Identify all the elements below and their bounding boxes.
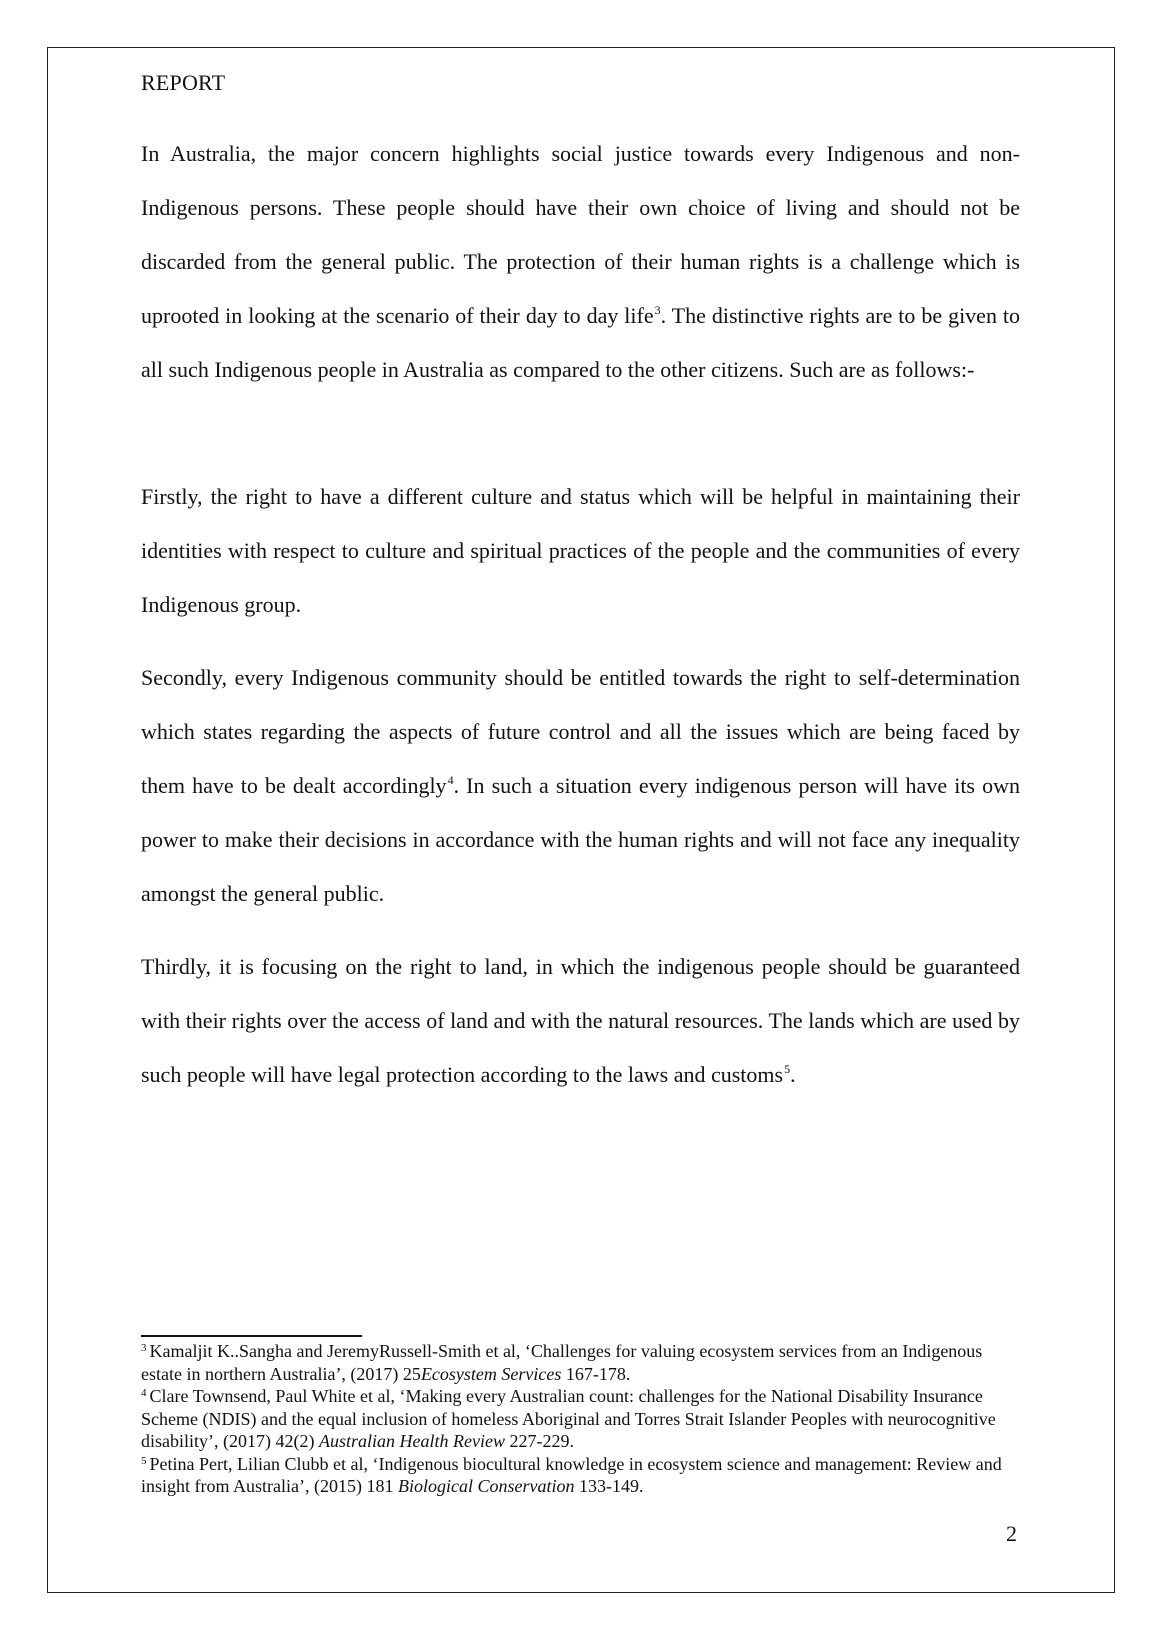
footnote-text: Petina Pert, Lilian Clubb et al, ‘Indigenous biocultural knowledge in ecosystem science and management: Review and insight from Australia’, (2015) 181 <box>141 1453 1002 1496</box>
paragraph-text: Thirdly, it is focusing on the right to land, in which the indigenous people should be guaranteed with their rights over the access of land and with the natural resources. The lands which are used by such people will have legal protection according to the laws and customs <box>141 954 1020 1087</box>
footnote-journal: Ecosystem Services <box>420 1363 562 1384</box>
footnote-5 <box>141 1453 1021 1498</box>
footnote-ref-4[interactable]: 4 <box>447 773 454 787</box>
footnote-ref-3[interactable]: 3 <box>654 303 661 317</box>
page-number: 2 <box>1006 1521 1017 1546</box>
paragraph-text: In Australia, the major concern highlights social justice towards every Indigenous and non-Indigenous persons. These people should have their own choice of living and should not be discarded from the general public. The protection of their human rights is a challenge which is uprooted in looking at the scenario of their day to day life <box>141 141 1020 328</box>
body-paragraph-3 <box>141 651 1020 921</box>
footnotes <box>141 1340 1021 1498</box>
body-paragraph-1 <box>141 127 1020 397</box>
paragraph-text: . In such a situation every indigenous person will have its own power to make their decisions in accordance with the human rights and will not face any inequality amongst the general public. <box>141 773 1020 906</box>
paragraph-text: . <box>790 1062 796 1087</box>
footnote-journal: Australian Health Review <box>318 1431 505 1451</box>
footnote-3 <box>141 1340 1021 1385</box>
footnote-ref-5[interactable]: 5 <box>784 1062 791 1076</box>
footnote-number: 5 <box>141 1454 147 1467</box>
footnote-number: 4 <box>141 1387 147 1399</box>
body-paragraph-2 <box>141 470 1020 632</box>
footnote-text: 133-149. <box>574 1476 644 1496</box>
paragraph-text: Firstly, the right to have a different culture and status which will be helpful in maintaining their identities with respect to culture and spiritual practices of the people and the communities of every Indigenous group. <box>141 484 1020 617</box>
running-header: REPORT <box>141 70 226 95</box>
footnote-text: 227-229. <box>504 1431 574 1451</box>
footnote-4 <box>141 1385 1021 1453</box>
footnote-separator <box>141 1335 362 1337</box>
footnote-text: Clare Townsend, Paul White et al, ‘Making every Australian count: challenges for the National Disability Insurance Scheme (NDIS) and the equal inclusion of homeless Aboriginal and Torres Strait Islander Peoples with neurocognitive disability’, (2017) 42(2) <box>141 1386 996 1451</box>
footnote-text: Kamaljit K..Sangha and JeremyRussell-Smith et al, ‘Challenges for valuing ecosystem services from an Indigenous estate in northern Australia’, (2017) 25 <box>141 1341 983 1384</box>
paragraph-text: . The distinctive rights are to be given to all such Indigenous people in Australia as compared to the other citizens. Such are as follows:- <box>141 303 1021 382</box>
body-paragraph-4 <box>141 940 1020 1102</box>
paragraph-text: Secondly, every Indigenous community should be entitled towards the right to self-determination which states regarding the aspects of future control and all the issues which are being faced by them have to be dealt accordingly <box>141 665 1020 798</box>
footnote-text: 167-178. <box>561 1363 631 1384</box>
footnote-number: 3 <box>141 1342 147 1354</box>
footnote-journal: Biological Conservation <box>397 1476 575 1496</box>
